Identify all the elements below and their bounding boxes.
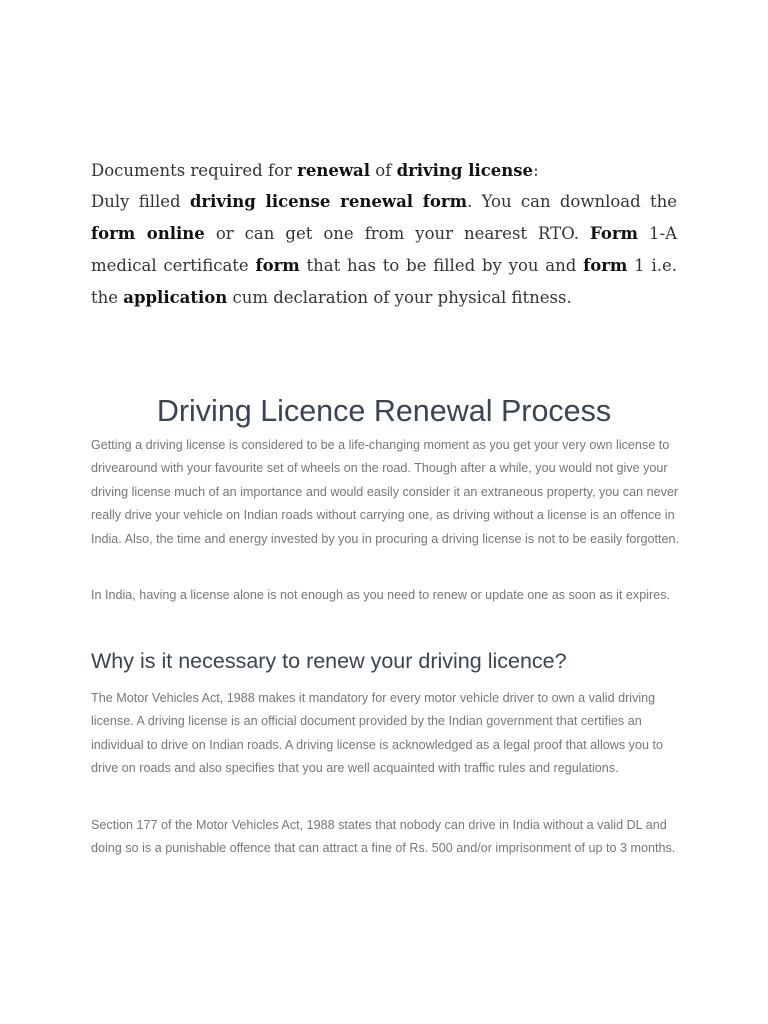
renewal-note-paragraph: In India, having a license alone is not enough as you need to renew or update one as soon as it expires. xyxy=(91,588,671,602)
section-177-paragraph: Section 177 of the Motor Vehicles Act, 1988 states that nobody can drive in India without a valid DL and doing so is a punishable offence that can attract a fine of Rs. 500 and/or imprisonment of up to 3 months. xyxy=(91,818,676,856)
sub-heading: Why is it necessary to renew your driving licence? xyxy=(91,649,567,673)
documents-required-section xyxy=(91,156,677,314)
main-heading: Driving Licence Renewal Process xyxy=(156,394,612,428)
documents-required-line: Documents required for renewal of driving license: xyxy=(91,161,539,180)
intro-paragraph: Getting a driving license is considered to be a life-changing moment as you get your very own license to drivearound with your favourite set of wheels on the road. Though after a while, you would not give your driving license much of an importance and would easily consider it an extraneous property, you can never really drive your vehicle on Indian roads without carrying one, as driving without a license is an offence in India. Also, the time and energy invested by you in procuring a driving license is not to be easily forgotten. xyxy=(91,438,680,546)
motor-vehicles-act-paragraph: The Motor Vehicles Act, 1988 makes it mandatory for every motor vehicle driver to own a valid driving license. A driving license is an official document provided by the Indian government that certifies an individual to drive on Indian roads. A driving license is acknowledged as a legal proof that allows you to drive on roads and also specifies that you are well acquainted with traffic rules and regulations. xyxy=(91,691,663,776)
documents-required-paragraph: Duly filled driving license renewal form. You can download the form online or can get one from your nearest RTO. Form 1-A medical certificate form that has to be filled by you and form 1 i.e. the application cum declaration of your physical fitness. xyxy=(91,192,678,307)
